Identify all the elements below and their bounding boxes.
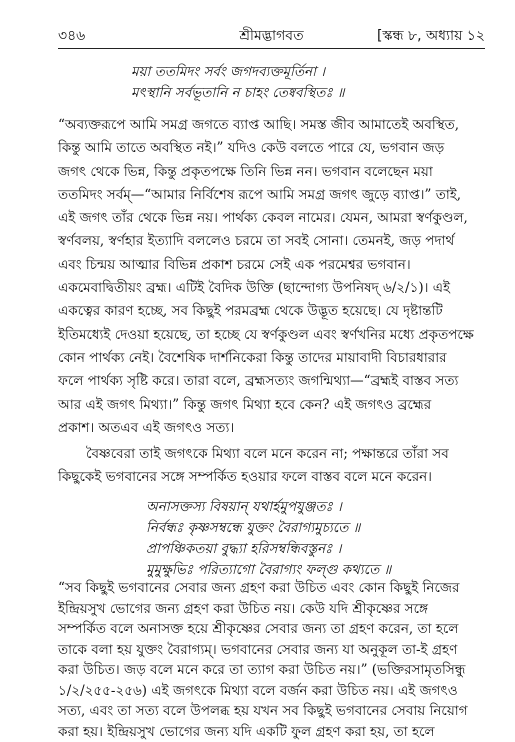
text-line: ততমিদং সর্বম্—“আমার নির্বিশেষ রূপে আমি সমগ্র জগৎ জুড়ে ব্যাপ্ত।” তাই, — [58, 184, 513, 207]
header-rule — [58, 48, 485, 49]
verse-line: মৎস্থানি সর্বভূতানি ন চাহং তেষ্ববস্থিতঃ ॥ — [131, 83, 345, 104]
text-line: জগৎ থেকে ভিন্ন, কিন্তু প্রকৃতপক্ষে তিনি ভিন্ন নন। ভগবান বলেছেন ময়া — [58, 161, 513, 184]
text-line: ইন্দ্রিয়সুখ ভোগের জন্য গ্রহণ করা উচিত নয়। কেউ যদি শ্রীকৃষ্ণের সঙ্গে — [58, 599, 513, 620]
verse-line: নির্বন্ধঃ কৃষ্ণসম্বন্ধে যুক্তং বৈরাগ্যমুচ্যতে ॥ — [146, 518, 391, 539]
verse-line: প্রাপঞ্চিকতয়া বুদ্ধ্যা হরিসম্বন্ধিবস্তুনঃ । — [146, 539, 391, 560]
text-line: বৈষ্ণবেরা তাই জগৎকে মিথ্যা বলে মনে করেন না; পক্ষান্তরে তাঁরা সব — [58, 443, 513, 466]
text-line: স্বর্ণবলয়, স্বর্ণহার ইত্যাদি বললেও চরমে তা সবই সোনা। তেমনই, জড় পদার্থ — [58, 230, 513, 253]
book-title: শ্রীমদ্ভাগবত — [58, 24, 485, 48]
text-line: প্রকাশ। অতএব এই জগৎও সত্য। — [58, 417, 513, 440]
sanskrit-verse-2 — [146, 497, 391, 581]
text-line: একমেবাদ্বিতীয়ং ব্রহ্ম। এটিই বৈদিক উক্তি (ছান্দোগ্য উপনিষদ্ ৬/২/১)। এই — [58, 277, 513, 300]
text-line: কিন্তু আমি তাতে অবস্থিত নই।” যদিও কেউ বলতে পারে যে, ভগবান জড় — [58, 137, 513, 160]
text-line: “সব কিছুই ভগবানের সেবার জন্য গ্রহণ করা উচিত এবং কোন কিছুই নিজের — [58, 578, 513, 599]
text-line: আর এই জগৎ মিথ্যা।” কিন্তু জগৎ মিথ্যা হবে কেন? এই জগৎও ব্রহ্মের — [58, 394, 513, 417]
paragraph-3 — [58, 578, 513, 742]
chapter-reference: [স্কন্ধ ৮, অধ্যায় ১২ — [377, 24, 485, 48]
page-header — [58, 24, 485, 44]
paragraph-2 — [58, 443, 513, 490]
text-line: করা উচিত। জড় বলে মনে করে তা ত্যাগ করা উচিত নয়।” (ভক্তিরসামৃতসিন্ধু — [58, 660, 513, 681]
text-line: “অব্যক্তরূপে আমি সমগ্র জগতে ব্যাপ্ত আছি। সমস্ত জীব আমাতেই অবস্থিত, — [58, 114, 513, 137]
text-line: একত্বের কারণ হচ্ছে, সব কিছুই পরমব্রহ্ম থেকে উদ্ভূত হয়েছে। যে দৃষ্টান্তটি — [58, 300, 513, 323]
text-line: ফলে পার্থক্য সৃষ্টি করে। তারা বলে, ব্রহ্মসত্যং জগন্মিথ্যা—“ব্রহ্মই বাস্তব সত্য — [58, 370, 513, 393]
text-line: কোন পার্থক্য নেই। বৈশেষিক দার্শনিকেরা কিন্তু তাদের মায়াবাদী বিচারধারার — [58, 347, 513, 370]
text-line: এবং চিন্ময় আত্মার বিভিন্ন প্রকাশ চরমে সেই এক পরমেশ্বর ভগবান। — [58, 254, 513, 277]
verse-line: অনাসক্তস্য বিষয়ান্ যথার্হমুপযুঞ্জতঃ । — [146, 497, 391, 518]
sanskrit-verse-1 — [131, 62, 345, 104]
text-line: ইতিমধ্যেই দেওয়া হয়েছে, তা হচ্ছে যে স্বর্ণকুণ্ডল এবং স্বর্ণখনির মধ্যে প্রকৃতপক্ষে — [58, 324, 513, 347]
paragraph-1 — [58, 114, 513, 440]
text-line: সত্য, এবং তা সত্য বলে উপলব্ধ হয় যখন সব কিছুই ভগবানের সেবায় নিয়োগ — [58, 701, 513, 722]
text-line: সম্পর্কিত বলে অনাসক্ত হয়ে শ্রীকৃষ্ণের সেবার জন্য তা গ্রহণ করেন, তা হলে — [58, 619, 513, 640]
text-line: তাকে বলা হয় যুক্তং বৈরাগ্যম্। ভগবানের সেবার জন্য যা অনুকূল তা-ই গ্রহণ — [58, 640, 513, 661]
text-line: ১/২/২৫৫-২৫৬) এই জগৎকে মিথ্যা বলে বর্জন করা উচিত নয়। এই জগৎও — [58, 681, 513, 702]
text-line: করা হয়। ইন্দ্রিয়সুখ ভোগের জন্য যদি একটি ফুল গ্রহণ করা হয়, তা হলে — [58, 722, 513, 742]
text-line: এই জগৎ তাঁর থেকে ভিন্ন নয়। পার্থক্য কেবল নামের। যেমন, আমরা স্বর্ণকুণ্ডল, — [58, 207, 513, 230]
verse-line: ময়া ততমিদং সর্বং জগদব্যক্তমূর্তিনা । — [131, 62, 345, 83]
text-line: কিছুকেই ভগবানের সঙ্গে সম্পর্কিত হওয়ার ফলে বাস্তব বলে মনে করেন। — [58, 466, 513, 489]
page-number: ৩৪৬ — [58, 24, 85, 48]
verse-line: মুমুক্ষুভিঃ পরিত্যাগো বৈরাগ্যং ফল্গু কথ্যতে ॥ — [146, 560, 391, 581]
